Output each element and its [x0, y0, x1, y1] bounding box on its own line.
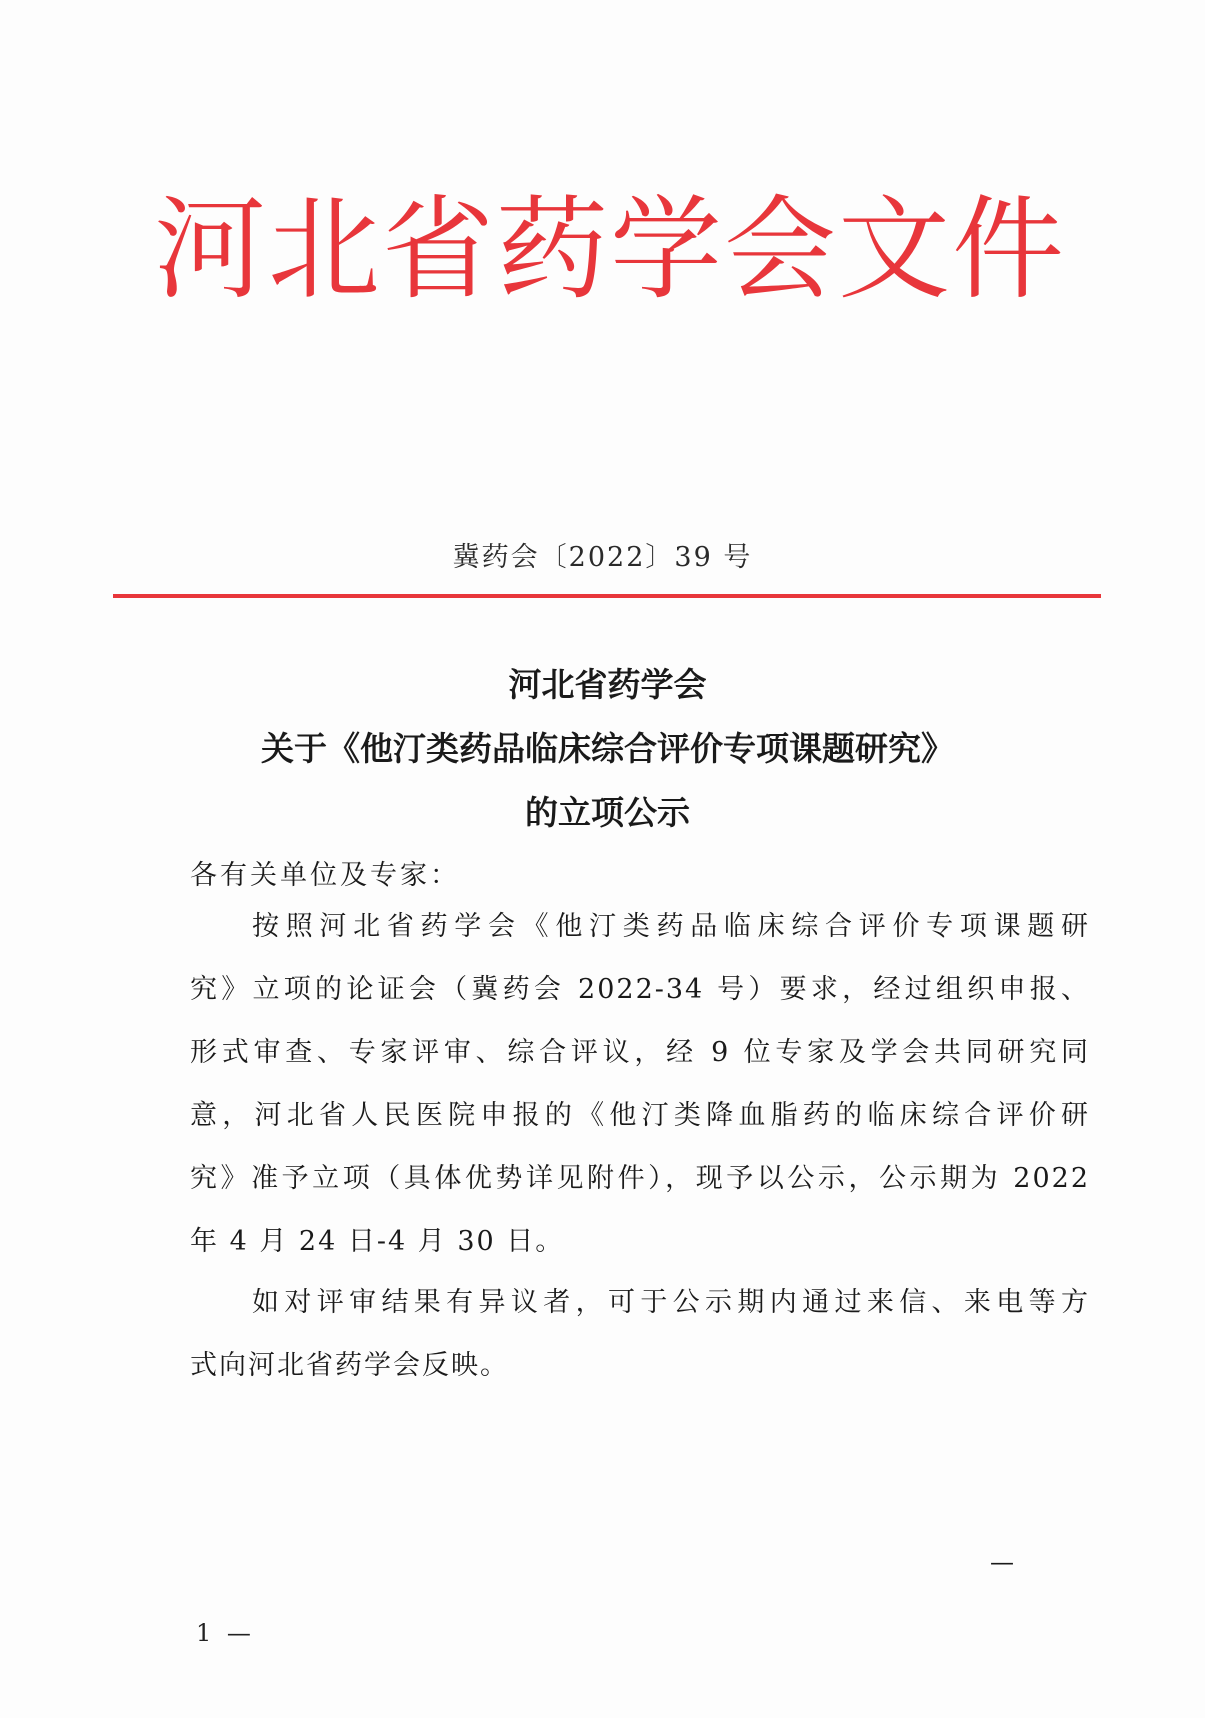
paragraph-line: 按照河北省药学会《他汀类药品临床综合评价专项课题研	[252, 911, 1090, 942]
paragraph-line: 意，河北省人民医院申报的《他汀类降血脂药的临床综合评价研	[190, 1100, 1090, 1131]
paragraph-line: 式向河北省药学会反映。	[190, 1350, 509, 1381]
title-line-2: 关于《他汀类药品临床综合评价专项课题研究》	[261, 729, 954, 768]
document-number: 冀药会〔2022〕39 号	[452, 542, 753, 573]
right-dash-mark: —	[990, 1548, 1014, 1576]
paragraph-line: 如对评审结果有异议者，可于公示期内通过来信、来电等方	[252, 1287, 1090, 1318]
paragraph-line: 究》准予立项（具体优势详见附件），现予以公示，公示期为 2022	[190, 1163, 1090, 1194]
paragraph-2	[190, 1271, 1090, 1397]
paragraph-line: 究》立项的论证会（冀药会 2022-34 号）要求，经过组织申报、	[190, 974, 1090, 1005]
salutation: 各有关单位及专家：	[190, 860, 460, 891]
red-divider-line	[113, 594, 1101, 598]
page-number: 1 —	[196, 1619, 255, 1647]
masthead-title: 河北省药学会文件	[154, 185, 1066, 315]
paragraph-1	[190, 895, 1090, 1273]
title-line-3: 的立项公示	[525, 793, 690, 832]
paragraph-line: 形式审查、专家评审、综合评议，经 9 位专家及学会共同研究同	[190, 1037, 1090, 1068]
title-line-1: 河北省药学会	[508, 665, 707, 704]
paragraph-line: 年 4 月 24 日-4 月 30 日。	[190, 1226, 565, 1257]
